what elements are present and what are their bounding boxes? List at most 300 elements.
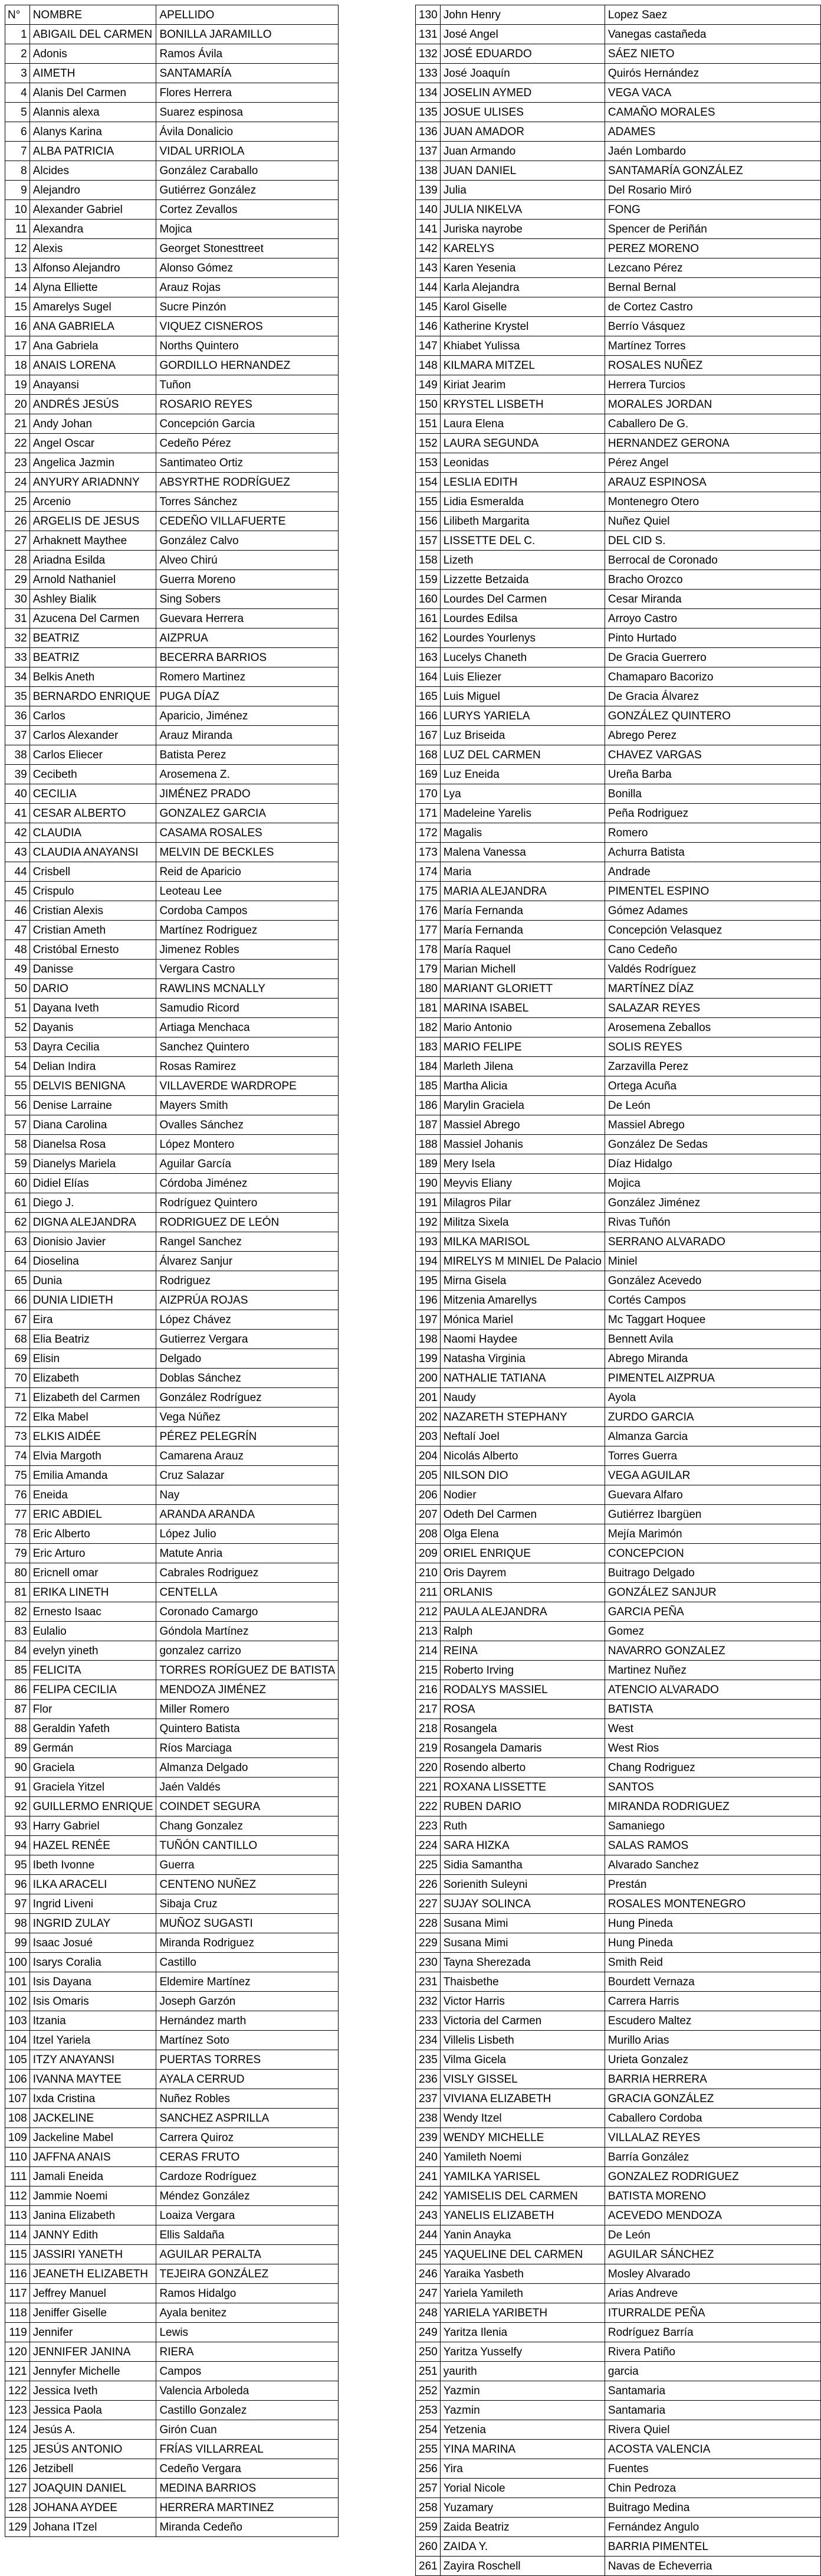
row-number: 102 [5,1992,30,2011]
row-number: 155 [416,492,441,512]
table-row [416,2537,821,2557]
row-number: 257 [416,2479,441,2498]
first-name-cell: Ernesto Isaac [29,1602,156,1622]
table-row [5,473,339,492]
table-row [416,414,821,434]
first-name-cell: Ericnell omar [29,1563,156,1583]
table-row [416,1174,821,1193]
table-row [5,1330,339,1349]
last-name-cell: BATISTA [605,1700,820,1719]
table-row [416,1778,821,1797]
row-number: 39 [5,765,30,784]
last-name-cell: Georget Stonesttreet [156,239,339,258]
last-name-cell: Santamaria [605,2401,820,2420]
table-row [416,1271,821,1291]
table-row [416,1076,821,1096]
last-name-cell: ROSALES NUÑEZ [605,356,820,375]
row-number: 7 [5,142,30,161]
row-number: 142 [416,239,441,258]
table-row [416,706,821,726]
row-number: 97 [5,1894,30,1914]
row-number: 3 [5,64,30,83]
row-number: 136 [416,122,441,142]
last-name-cell: Urieta Gonzalez [605,2050,820,2070]
last-name-cell: Castillo Gonzalez [156,2401,339,2420]
table-row [416,1213,821,1232]
last-name-cell: Hernández marth [156,2011,339,2031]
first-name-cell: Villelis Lisbeth [440,2031,605,2050]
last-name-cell: FONG [605,200,820,220]
first-name-cell: Dayana Iveth [29,999,156,1018]
first-name-cell: ALBA PATRICIA [29,142,156,161]
first-name-cell: JAFFNA ANAIS [29,2148,156,2167]
table-row [5,2420,339,2440]
row-number: 118 [5,2303,30,2323]
last-name-cell: De León [605,2225,820,2245]
table-row [5,239,339,258]
row-number: 121 [5,2362,30,2381]
table-row [5,1972,339,1992]
first-name-cell: JUAN DANIEL [440,161,605,181]
last-name-cell: Rivera Quiel [605,2420,820,2440]
row-number: 190 [416,1174,441,1193]
table-row [416,2420,821,2440]
first-name-cell: María Raquel [440,940,605,960]
row-number: 143 [416,258,441,278]
last-name-cell: Torres Guerra [605,1446,820,1466]
last-name-cell: Quintero Batista [156,1719,339,1739]
table-row [416,1154,821,1174]
first-name-cell: Wendy Itzel [440,2109,605,2128]
row-number: 157 [416,531,441,551]
row-number: 117 [5,2284,30,2303]
row-number: 185 [416,1076,441,1096]
last-name-cell: AIZPRÚA ROJAS [156,1291,339,1310]
row-number: 71 [5,1388,30,1408]
last-name-cell: Álvarez Sanjur [156,1252,339,1271]
first-name-cell: ORLANIS [440,1583,605,1602]
table-row [416,531,821,551]
table-row [416,317,821,336]
first-name-cell: Militza Sixela [440,1213,605,1232]
table-row [416,142,821,161]
last-name-cell: West Rios [605,1739,820,1758]
last-name-cell: TEJEIRA GONZÁLEZ [156,2264,339,2284]
first-name-cell: Alanys Karina [29,122,156,142]
first-name-cell: Yazmin [440,2381,605,2401]
table-row [5,1018,339,1037]
table-row [5,2401,339,2420]
table-row [5,1427,339,1446]
last-name-cell: Zarzavilla Perez [605,1057,820,1076]
row-number: 161 [416,609,441,629]
first-name-cell: Arcenio [29,492,156,512]
table-row [416,2167,821,2187]
table-row [5,122,339,142]
last-name-cell: Berrocal de Coronado [605,551,820,570]
table-row [5,1563,339,1583]
last-name-cell: González Acevedo [605,1271,820,1291]
row-number: 129 [5,2518,30,2537]
row-number: 25 [5,492,30,512]
first-name-cell: Malena Vanessa [440,843,605,862]
last-name-cell: Sibaja Cruz [156,1894,339,1914]
table-row [5,726,339,745]
table-row [416,1622,821,1641]
row-number: 200 [416,1369,441,1388]
first-name-cell: JEANETH ELIZABETH [29,2264,156,2284]
last-name-cell: GRACIA GONZÁLEZ [605,2089,820,2109]
first-name-cell: LURYS YARIELA [440,706,605,726]
first-name-cell: ELKIS AIDÉE [29,1427,156,1446]
first-name-cell: Meyvis Eliany [440,1174,605,1193]
table-row [416,1310,821,1330]
first-name-cell: Marleth Jilena [440,1057,605,1076]
first-name-cell: Delian Indira [29,1057,156,1076]
table-row [416,434,821,453]
first-name-cell: Denise Larraine [29,1096,156,1115]
row-number: 47 [5,921,30,940]
last-name-cell: GONZÁLEZ SANJUR [605,1583,820,1602]
table-row [5,2440,339,2459]
table-row [416,648,821,667]
row-number: 232 [416,1992,441,2011]
first-name-cell: ABIGAIL DEL CARMEN [29,25,156,44]
row-number: 224 [416,1836,441,1855]
row-number: 159 [416,570,441,590]
first-name-cell: Juan Armando [440,142,605,161]
first-name-cell: BEATRIZ [29,648,156,667]
first-name-cell: Natasha Virginia [440,1349,605,1369]
first-name-cell: Tayna Sherezada [440,1953,605,1972]
first-name-cell: MIRELYS M MINIEL De Palacio [440,1252,605,1271]
first-name-cell: Yira [440,2459,605,2479]
last-name-cell: Ayala benitez [156,2303,339,2323]
table-row [416,2225,821,2245]
first-name-cell: Dioselina [29,1252,156,1271]
table-row [5,434,339,453]
last-name-cell: Gómez Adames [605,901,820,921]
last-name-cell: Arroyo Castro [605,609,820,629]
last-name-cell: Abrego Miranda [605,1349,820,1369]
first-name-cell: Lilibeth Margarita [440,512,605,531]
first-name-cell: Zaida Beatriz [440,2518,605,2537]
first-name-cell: LAURA SEGUNDA [440,434,605,453]
first-name-cell: Zayira Roschell [440,2557,605,2576]
first-name-cell: Crispulo [29,882,156,901]
first-name-cell: Magalis [440,823,605,843]
table-row [5,765,339,784]
first-name-cell: BERNARDO ENRIQUE [29,687,156,706]
row-number: 8 [5,161,30,181]
first-name-cell: Marian Michell [440,960,605,979]
row-number: 238 [416,2109,441,2128]
first-name-cell: Ingrid Liveni [29,1894,156,1914]
row-number: 29 [5,570,30,590]
table-row [416,1018,821,1037]
table-row [416,843,821,862]
first-name-cell: Alexis [29,239,156,258]
table-row [5,531,339,551]
last-name-cell: Arosemena Zeballos [605,1018,820,1037]
first-name-cell: Alyna Elliette [29,278,156,297]
last-name-cell: Gutierrez Vergara [156,1330,339,1349]
row-number: 100 [5,1953,30,1972]
row-number: 83 [5,1622,30,1641]
last-name-cell: ZURDO GARCIA [605,1408,820,1427]
first-name-cell: Karen Yesenia [440,258,605,278]
table-row [5,161,339,181]
row-number: 49 [5,960,30,979]
last-name-cell: HERRERA MARTINEZ [156,2498,339,2518]
last-name-cell: Gutiérrez González [156,181,339,200]
row-number: 42 [5,823,30,843]
first-name-cell: FELIPA CECILIA [29,1680,156,1700]
row-number: 35 [5,687,30,706]
first-name-cell: Sorienith Suleyni [440,1875,605,1894]
last-name-cell: Nuñez Quiel [605,512,820,531]
table-row [416,629,821,648]
table-row [416,1680,821,1700]
row-number: 255 [416,2440,441,2459]
last-name-cell: VILLAVERDE WARDROPE [156,1076,339,1096]
first-name-cell: Cristian Ameth [29,921,156,940]
last-name-cell: Arosemena Z. [156,765,339,784]
first-name-cell: Susana Mimi [440,1914,605,1933]
table-row [5,1174,339,1193]
first-name-cell: Elia Beatriz [29,1330,156,1349]
row-number: 62 [5,1213,30,1232]
table-row [5,2011,339,2031]
last-name-cell: Carrera Quiroz [156,2128,339,2148]
row-number: 228 [416,1914,441,1933]
table-row [416,278,821,297]
row-number: 174 [416,862,441,882]
row-number: 250 [416,2342,441,2362]
row-number: 125 [5,2440,30,2459]
row-number: 202 [416,1408,441,1427]
table-row [5,512,339,531]
first-name-cell: Yariela Yamileth [440,2284,605,2303]
row-number: 52 [5,1018,30,1037]
last-name-cell: Girón Cuan [156,2420,339,2440]
last-name-cell: González Jiménez [605,1193,820,1213]
first-name-cell: Lourdes Del Carmen [440,590,605,609]
first-name-cell: DUNIA LIDIETH [29,1291,156,1310]
first-name-cell: MARIA ALEJANDRA [440,882,605,901]
last-name-cell: Prestán [605,1875,820,1894]
last-name-cell: Jimenez Robles [156,940,339,960]
row-number: 187 [416,1115,441,1135]
table-row [416,103,821,122]
last-name-cell: gonzalez carrizo [156,1641,339,1661]
first-name-cell: Belkis Aneth [29,667,156,687]
row-number: 38 [5,745,30,765]
row-number: 96 [5,1875,30,1894]
table-row [5,823,339,843]
row-number: 123 [5,2401,30,2420]
last-name-cell: Bourdett Vernaza [605,1972,820,1992]
last-name-cell: Rodriguez [156,1271,339,1291]
table-row [5,336,339,356]
first-name-cell: Alexander Gabriel [29,200,156,220]
last-name-cell: PEREZ MORENO [605,239,820,258]
row-number: 247 [416,2284,441,2303]
row-number: 50 [5,979,30,999]
last-name-cell: Nay [156,1485,339,1505]
last-name-cell: PÉREZ PELEGRÍN [156,1427,339,1446]
row-number: 163 [416,648,441,667]
first-name-cell: RODALYS MASSIEL [440,1680,605,1700]
last-name-cell: Flores Herrera [156,83,339,103]
first-name-cell: Diego J. [29,1193,156,1213]
first-name-cell: Jammie Noemi [29,2187,156,2206]
table-row [5,1778,339,1797]
last-name-cell: Batista Perez [156,745,339,765]
first-name-cell: Yuzamary [440,2498,605,2518]
row-number: 68 [5,1330,30,1349]
last-name-cell: Norths Quintero [156,336,339,356]
table-row [5,2148,339,2167]
last-name-cell: ADAMES [605,122,820,142]
row-number: 130 [416,5,441,25]
first-name-cell: Arhaknett Maythee [29,531,156,551]
row-number: 162 [416,629,441,648]
first-name-cell: Martha Alicia [440,1076,605,1096]
row-number: 85 [5,1661,30,1680]
table-row [416,687,821,706]
row-number: 73 [5,1427,30,1446]
first-name-cell: Alanis Del Carmen [29,83,156,103]
table-row [5,804,339,823]
table-row [416,2342,821,2362]
first-name-cell: Cristóbal Ernesto [29,940,156,960]
first-name-cell: Mitzenia Amarellys [440,1291,605,1310]
first-name-cell: Rosangela [440,1719,605,1739]
row-number: 193 [416,1232,441,1252]
row-number: 137 [416,142,441,161]
first-name-cell: Lizeth [440,551,605,570]
table-row [5,687,339,706]
row-number: 13 [5,258,30,278]
table-row [416,25,821,44]
last-name-cell: Rodríguez Quintero [156,1193,339,1213]
table-row [416,1524,821,1544]
first-name-cell: YANELIS ELIZABETH [440,2206,605,2225]
table-row [5,2070,339,2089]
last-name-cell: Bernal Bernal [605,278,820,297]
table-row [5,921,339,940]
last-name-cell: Matute Anria [156,1544,339,1563]
row-number: 59 [5,1154,30,1174]
row-number: 131 [416,25,441,44]
table-row [5,1408,339,1427]
table-row [416,1349,821,1369]
first-name-cell: MARINA ISABEL [440,999,605,1018]
row-number: 138 [416,161,441,181]
table-row [416,200,821,220]
first-name-cell: YAMILKA YARISEL [440,2167,605,2187]
first-name-cell: YINA MARINA [440,2440,605,2459]
table-row [5,570,339,590]
last-name-cell: Alvarado Sanchez [605,1855,820,1875]
table-row [416,1446,821,1466]
row-number: 11 [5,220,30,239]
table-row [5,2381,339,2401]
first-name-cell: Elisin [29,1349,156,1369]
table-row [416,2557,821,2576]
row-number: 111 [5,2167,30,2187]
last-name-cell: GORDILLO HERNANDEZ [156,356,339,375]
last-name-cell: CENTENO NUÑEZ [156,1875,339,1894]
row-number: 225 [416,1855,441,1875]
table-row [416,1894,821,1914]
last-name-cell: DEL CID S. [605,531,820,551]
last-name-cell: Alveo Chirú [156,551,339,570]
first-name-cell: Isis Dayana [29,1972,156,1992]
row-number: 166 [416,706,441,726]
table-row [416,220,821,239]
last-name-cell: Mosley Alvarado [605,2264,820,2284]
last-name-cell: Fuentes [605,2459,820,2479]
table-row [416,1914,821,1933]
table-row [5,648,339,667]
first-name-cell: VISLY GISSEL [440,2070,605,2089]
table-row [5,1446,339,1466]
last-name-cell: Lopez Saez [605,5,820,25]
row-number: 205 [416,1466,441,1485]
last-name-cell: López Montero [156,1135,339,1154]
first-name-cell: DIGNA ALEJANDRA [29,1213,156,1232]
last-name-cell: Delgado [156,1349,339,1369]
first-name-cell: Jesús A. [29,2420,156,2440]
row-number: 65 [5,1271,30,1291]
first-name-cell: Mery Isela [440,1154,605,1174]
table-row [416,375,821,395]
table-row [416,2303,821,2323]
row-number: 104 [5,2031,30,2050]
last-name-cell: Camarena Arauz [156,1446,339,1466]
table-row [5,1388,339,1408]
table-row [416,1700,821,1719]
table-row [416,1719,821,1739]
last-name-cell: Navas de Echeverria [605,2557,820,2576]
last-name-cell: Romero [605,823,820,843]
last-name-cell: Miniel [605,1252,820,1271]
row-number: 30 [5,590,30,609]
row-number: 169 [416,765,441,784]
first-name-cell: Jackeline Mabel [29,2128,156,2148]
row-number: 229 [416,1933,441,1953]
row-number: 145 [416,297,441,317]
last-name-cell: MUÑOZ SUGASTI [156,1914,339,1933]
table-row [5,64,339,83]
table-row [5,258,339,278]
last-name-cell: Cedeño Pérez [156,434,339,453]
table-row [5,2479,339,2498]
first-name-cell: KRYSTEL LISBETH [440,395,605,414]
last-name-cell: RAWLINS MCNALLY [156,979,339,999]
table-row [5,83,339,103]
first-name-cell: Lizzette Betzaida [440,570,605,590]
row-number: 253 [416,2401,441,2420]
row-number: 158 [416,551,441,570]
table-row [416,1933,821,1953]
row-number: 254 [416,2420,441,2440]
last-name-cell: Méndez González [156,2187,339,2206]
first-name-cell: Andy Johan [29,414,156,434]
first-name-cell: Massiel Abrego [440,1115,605,1135]
